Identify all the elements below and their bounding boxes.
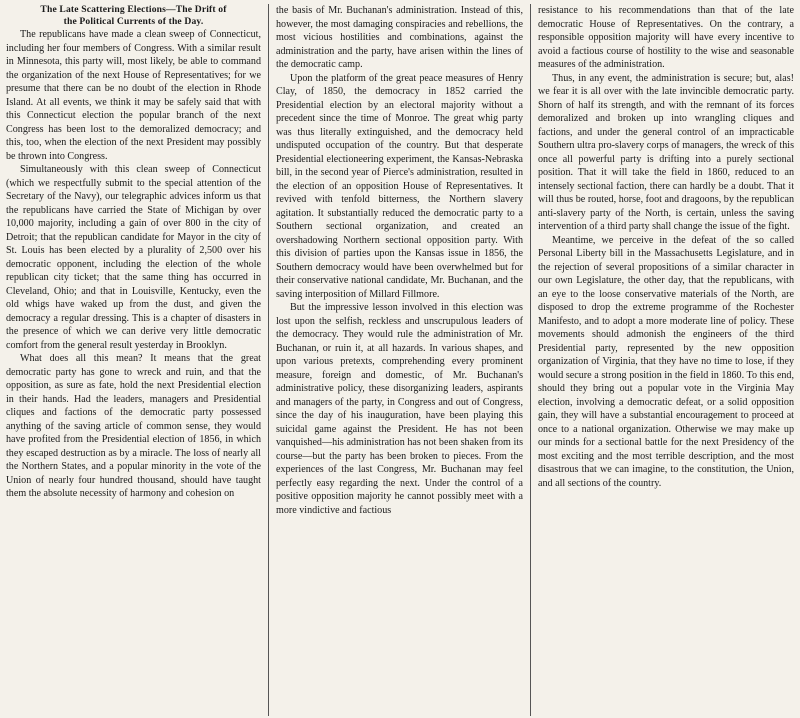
paragraph-continued: resistance to his recommendations than that of the late democratic House of Representatives. On the contrary, a responsible opposition majority will have every incentive to avoid a factious course of hostility to the wise and seasonable measures of the administration.: [538, 5, 794, 70]
paragraph: The republicans have made a clean sweep of Connecticut, including her four members of Congress. With a similar result in Minnesota, this party will, most likely, be able to command the organization of the next House of Representatives; for we presume that there can be no doubt of the election in Rhode Island. At all events, we think it may be safely said that with this Connecticut election the popular branch of the next Congress has been lost to the demoralized democracy; and this, too, when the election of the next President may possibly be thrown into Congress.: [6, 29, 261, 162]
paragraph: Thus, in any event, the administration is secure; but, alas! we fear it is all over with the late invincible democratic party. Shorn of half its strength, and with the remnant of its forces demoralized and broken up into wrangling cliques and factions, and under the general control of an impracticable Southern ultra pro-slavery corps of managers, the wreck of this once all powerful party is drifting into a purely sectional position. That it will take the field in 1860, reduced to an intensely sectional faction, there can hardly be a doubt. That it will thus be routed, horse, foot and dragoons, by the republican anti-slavery party of the North, is certain, unless the saving intervention of a third party shall change the issue of the fight.: [538, 72, 794, 232]
article-headline: [6, 4, 261, 27]
paragraph: Simultaneously with this clean sweep of Connecticut (which we respectfully submit to the special attention of the Secretary of the Navy), our telegraphic advices inform us that the republicans have carried the State of Michigan by over 10,000 majority, including a gain of over 800 in the city of Detroit; that the republican candidate for Mayor in the city of St. Louis has been elected by a plurality of 2,500 over his democratic opponent, including the election of the whole republican city ticket; that the same thing has occurred in Cleveland, Ohio; and that in Louisville, Kentucky, even the old whigs have waked up from the dust, and given the democracy a regular dressing. This is a chapter of disasters in the presence of which we can derive very little democratic comfort from the general result yesterday in Brooklyn.: [6, 164, 261, 351]
paragraph: What does all this mean? It means that the great democratic party has gone to wreck and ruin, and that the opposition, as sure as fate, hold the next Presidential election in their hands. Had the leaders, managers and Presidential cliques and factions of the democratic party possessed anything of the saving article of common sense, they would have profited from the Presidential election of 1856, in which they escaped destruction as by a miracle. The loss of nearly all the Northern States, and a popular minority in the vote of the Union of nearly four hundred thousand, should have taught them the absolute necessity of harmony and cohesion on: [6, 353, 261, 499]
paragraph: But the impressive lesson involved in this election was lost upon the selfish, reckless and unscrupulous leaders of the democracy. They would rule the administration of Mr. Buchanan, or ruin it, at all hazards. In various shapes, and upon various pretexts, comprehending every prominent measure, foreign and domestic, of Mr. Buchanan's administrative policy, these disorganizing leaders, aspirants and managers of the party, in Congress and out of Congress, since the day of his inauguration, have been playing this suicidal game against the President. He has not been vanquished—his administration has not been shaken from its course—but the party has been broken to pieces. From the experiences of the last Congress, Mr. Buchanan may feel perfectly easy regarding the next. Under the control of a positive opposition majority he cannot possibly meet with a more vindictive and factious: [276, 302, 523, 516]
paragraph-continued: the basis of Mr. Buchanan's administration. Instead of this, however, the most damaging conspiracies and rebellions, the most vicious hostilities and combinations, against the administration and the party, have arisen within the lines of the democratic camp.: [276, 5, 523, 70]
column-2: [268, 4, 530, 716]
paragraph: Upon the platform of the great peace measures of Henry Clay, of 1850, the democracy in 1852 carried the Presidential election by an electoral majority without a precedent since the time of Monroe. The great whig party was thus literally extinguished, and the democracy held undisputed occupation of the country. But that desperate Presidential electioneering experiment, the Kansas-Nebraska bill, in the second year of Pierce's administration, resulted in the election of an opposition House of Representatives. It revived with tenfold bitterness, the Northern slavery agitation. It substantially reduced the democratic party to a Southern sectional organization, and created an overshadowing Northern sectional opposition party. With this division of parties upon the Kansas issue in 1856, the Southern democracy would have been overwhelmed but for their conservative national candidate, Mr. Buchanan, and the saving interposition of Millard Fillmore.: [276, 72, 523, 300]
column-3: [530, 4, 794, 716]
headline-line-1: The Late Scattering Elections—The Drift of: [40, 4, 227, 15]
headline-line-2: the Political Currents of the Day.: [63, 15, 204, 27]
paragraph: Meantime, we perceive in the defeat of the so called Personal Liberty bill in the Massachusetts Legislature, and in the rejection of several propositions of a similar character in our own Legislature, the other day, that the republicans, with an eye to the loose conservative materials of the North, are disposed to drop the extreme programme of the Rochester Manifesto, and to adopt a more moderate line of policy. These movements should admonish the engineers of the third Presidential party, represented by the new opposition organization of Virginia, that they have no time to lose, if they would secure a strong position in the field in 1860. To this end, should they bring out a popular vote in the Virginia May election, involving a democratic defeat, or a solid opposition gain, they will have a substantial encouragement to proceed at once to a national organization. Otherwise we may make up our minds for a sectional battle for the next Presidency of the most exciting and the most terrible description, and the most disastrous that we can imagine, to the constitution, the Union, and all sections of the country.: [538, 234, 794, 489]
column-1: [6, 4, 268, 716]
